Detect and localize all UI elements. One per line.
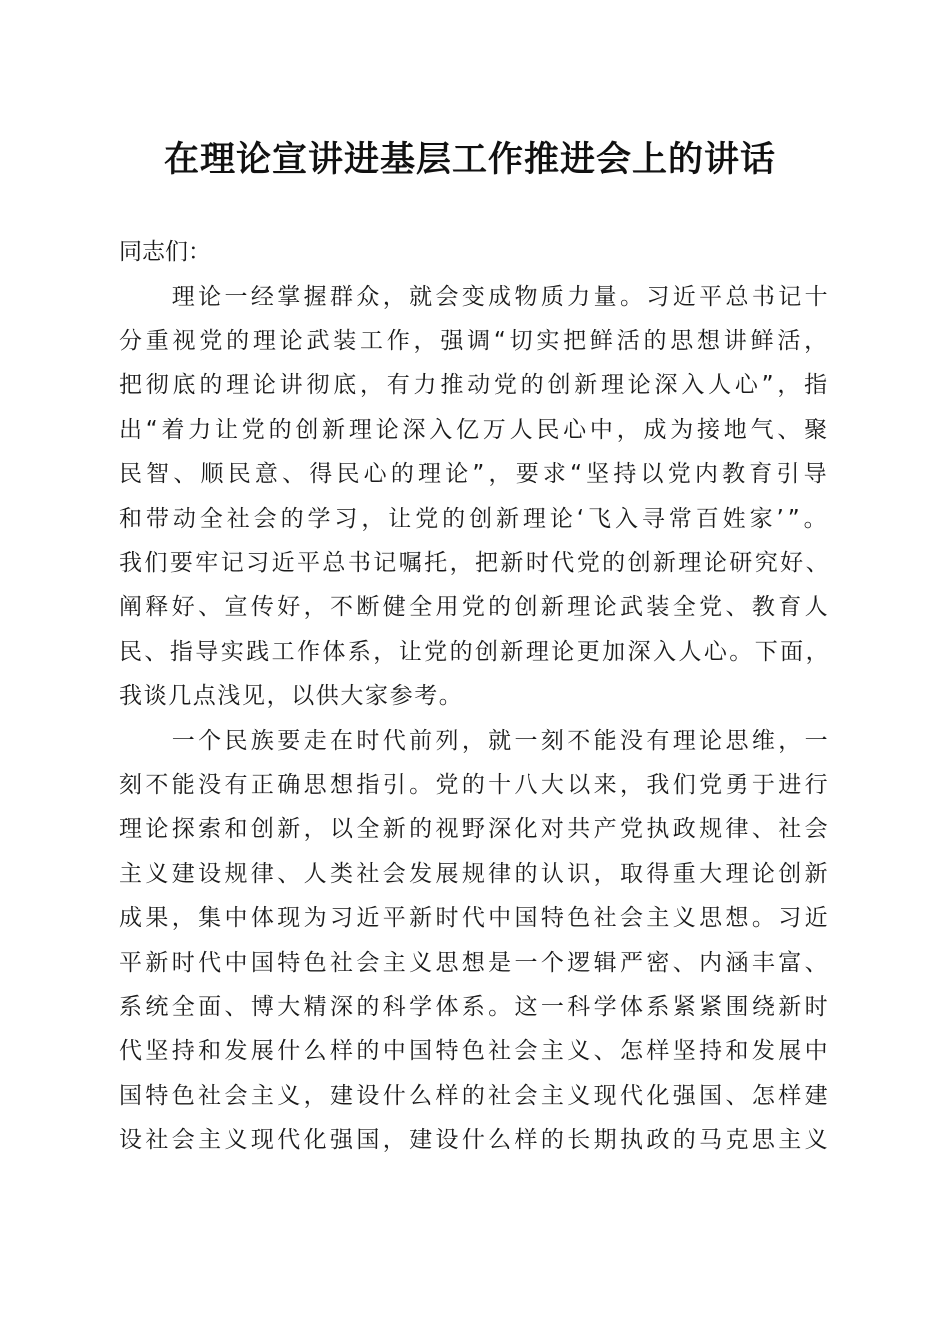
body-line: 出“着力让党的创新理论深入亿万人民心中，成为接地气、聚 <box>119 417 831 443</box>
document-title: 在理论宣讲进基层工作推进会上的讲话 <box>163 139 776 180</box>
body-line: 设社会主义现代化强国，建设什么样的长期执政的马克思主义 <box>119 1127 831 1153</box>
body-line: 我谈几点浅见，以供大家参考。 <box>119 683 464 709</box>
body-line: 一个民族要走在时代前列，就一刻不能没有理论思维，一 <box>119 728 831 754</box>
body-line: 理论探索和创新，以全新的视野深化对共产党执政规律、社会 <box>119 816 831 842</box>
body-line: 主义建设规律、人类社会发展规律的认识，取得重大理论创新 <box>119 861 831 887</box>
body-line: 平新时代中国特色社会主义思想是一个逻辑严密、内涵丰富、 <box>119 950 831 976</box>
body-line: 阐释好、宣传好，不断健全用党的创新理论武装全党、教育人 <box>119 594 831 620</box>
body-line: 理论一经掌握群众，就会变成物质力量。习近平总书记十 <box>119 284 831 310</box>
body-line: 和带动全社会的学习，让党的创新理论‘飞入寻常百姓家’”。 <box>119 506 831 532</box>
body-line: 我们要牢记习近平总书记嘱托，把新时代党的创新理论研究好、 <box>119 550 831 576</box>
body-line: 国特色社会主义，建设什么样的社会主义现代化强国、怎样建 <box>119 1083 831 1109</box>
body-line: 系统全面、博大精深的科学体系。这一科学体系紧紧围绕新时 <box>119 994 831 1020</box>
body-line: 把彻底的理论讲彻底，有力推动党的创新理论深入人心”，指 <box>119 372 831 398</box>
body-line: 分重视党的理论武装工作，强调“切实把鲜活的思想讲鲜活， <box>119 328 831 354</box>
body-line: 成果，集中体现为习近平新时代中国特色社会主义思想。习近 <box>119 905 831 931</box>
body-line: 民、指导实践工作体系，让党的创新理论更加深入人心。下面， <box>119 639 831 665</box>
salutation: 同志们： <box>119 239 211 265</box>
body-line: 代坚持和发展什么样的中国特色社会主义、怎样坚持和发展中 <box>119 1038 831 1064</box>
body-line: 民智、顺民意、得民心的理论”，要求“坚持以党内教育引导 <box>119 461 831 487</box>
body-line: 刻不能没有正确思想指引。党的十八大以来，我们党勇于进行 <box>119 772 831 798</box>
